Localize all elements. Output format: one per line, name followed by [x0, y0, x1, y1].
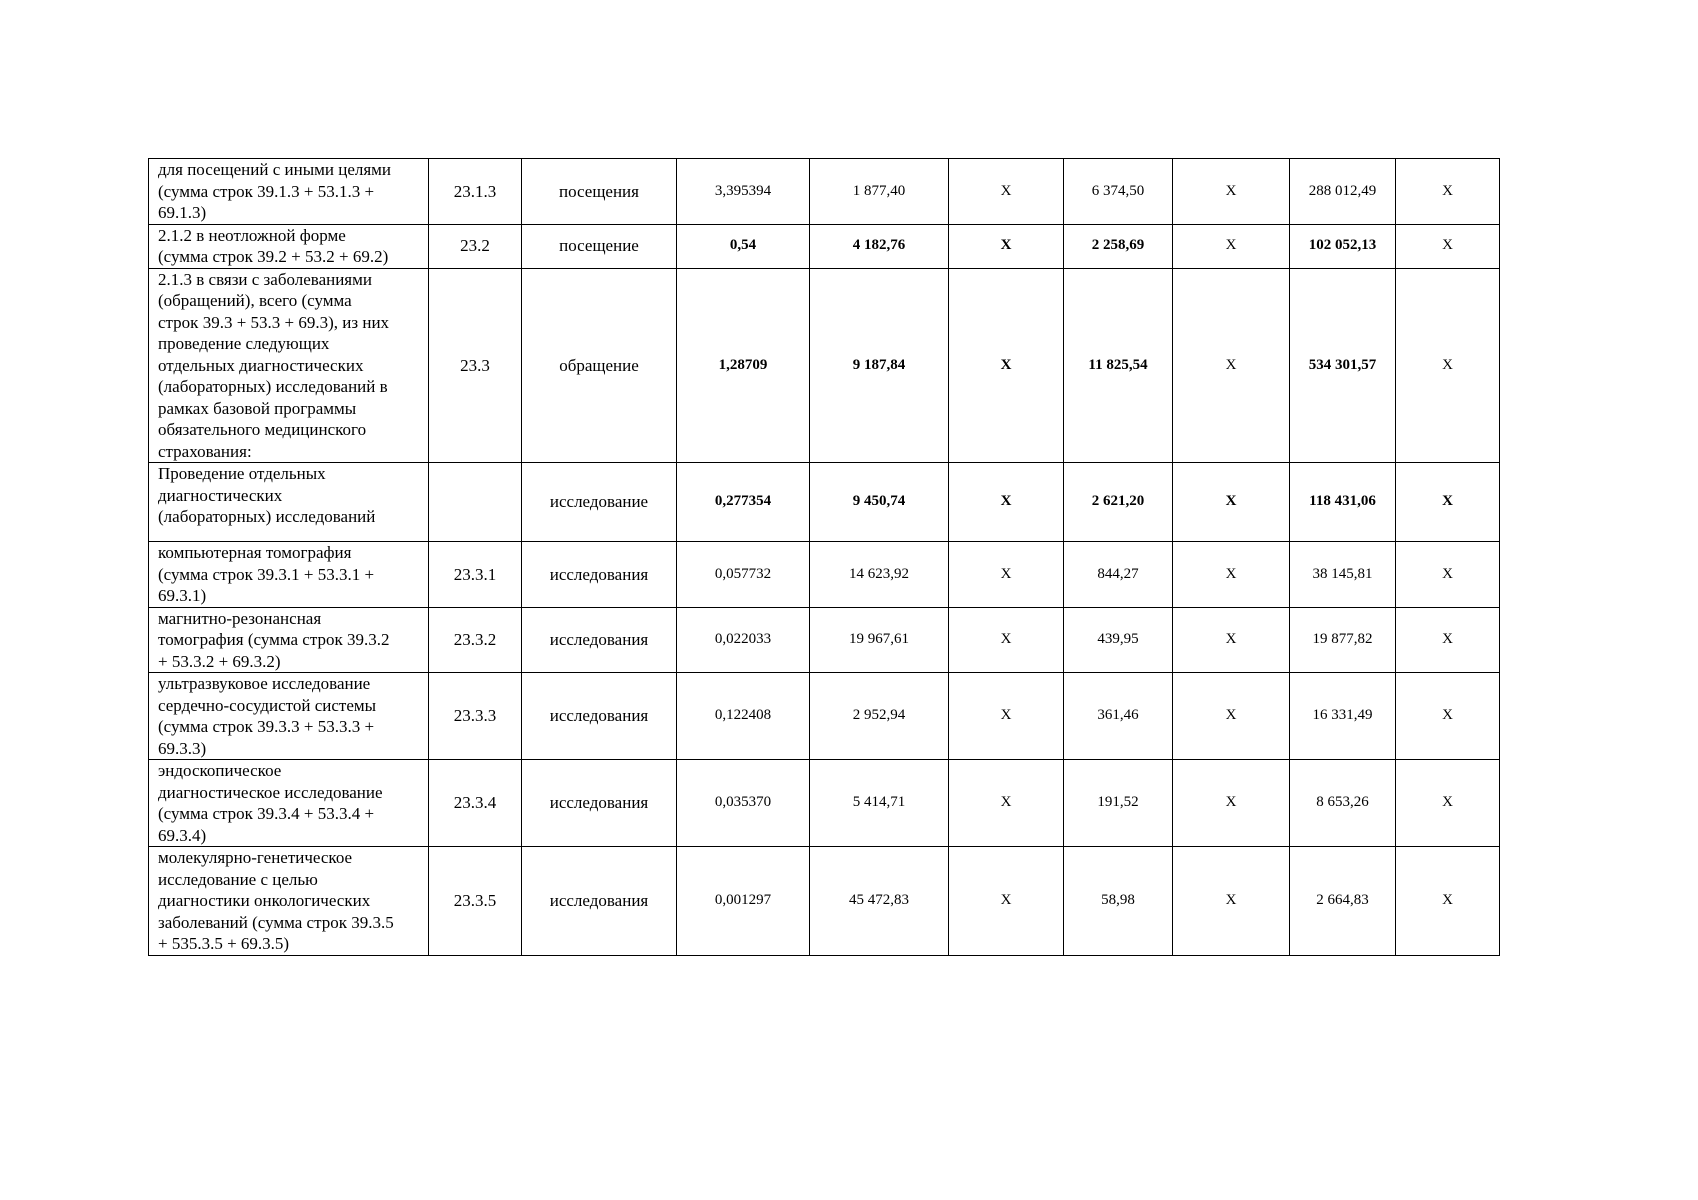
row-name-line: диагностических: [158, 485, 283, 505]
row-value-cell: 191,52: [1064, 760, 1173, 847]
row-name-line: 69.1.3): [158, 203, 207, 222]
row-unit-cell: исследование: [522, 463, 677, 542]
row-unit-cell: исследования: [522, 673, 677, 760]
row-name-line: томография (сумма строк 39.3.2: [158, 630, 390, 649]
row-unit-cell: исследования: [522, 847, 677, 956]
row-value-cell: 0,54: [677, 224, 810, 268]
row-name-line: (сумма строк 39.3.1 + 53.3.1 +: [158, 564, 375, 584]
table-row: [149, 542, 1500, 608]
row-value-cell: 2 664,83: [1290, 847, 1396, 956]
row-value-cell: 102 052,13: [1290, 224, 1396, 268]
row-name-line: (сумма строк 39.2 + 53.2 + 69.2): [158, 247, 389, 266]
row-value-cell: 439,95: [1064, 607, 1173, 673]
row-value-cell: 288 012,49: [1290, 159, 1396, 225]
row-value-cell: 844,27: [1064, 542, 1173, 608]
row-code-cell: 23.3.4: [429, 760, 522, 847]
row-unit-cell: исследования: [522, 542, 677, 608]
row-value-cell: X: [1173, 760, 1290, 847]
row-value-cell: X: [1173, 847, 1290, 956]
row-name-line: (сумма строк 39.3.3 + 53.3.3 +: [158, 717, 375, 736]
row-value-cell: 38 145,81: [1290, 542, 1396, 608]
row-name-cell: [149, 542, 429, 608]
row-name-line: рамках базовой программы: [158, 398, 357, 418]
row-value-cell: 534 301,57: [1290, 268, 1396, 463]
row-value-cell: X: [1173, 607, 1290, 673]
row-value-cell: X: [949, 542, 1064, 608]
row-value-cell: X: [1173, 463, 1290, 542]
row-name-line: 69.3.3): [158, 738, 207, 758]
row-value-cell: X: [1396, 760, 1500, 847]
table-row: [149, 159, 1500, 225]
row-name-line: (лабораторных) исследований: [158, 507, 376, 526]
row-value-cell: X: [1396, 159, 1500, 225]
row-value-cell: 0,057732: [677, 542, 810, 608]
row-name-line: заболеваний (сумма строк 39.3.5: [158, 912, 394, 932]
table-row: [149, 224, 1500, 268]
row-name-line: для посещений с иными целями: [158, 160, 392, 179]
row-value-cell: 6 374,50: [1064, 159, 1173, 225]
row-value-cell: X: [949, 607, 1064, 673]
row-value-cell: X: [949, 159, 1064, 225]
row-code-cell: 23.3.2: [429, 607, 522, 673]
row-unit-cell: исследования: [522, 760, 677, 847]
row-value-cell: X: [1396, 463, 1500, 542]
table-row: [149, 268, 1500, 463]
row-unit-cell: обращение: [522, 268, 677, 463]
row-code-cell: 23.3.1: [429, 542, 522, 608]
row-code-cell: [429, 463, 522, 542]
row-value-cell: 5 414,71: [810, 760, 949, 847]
table-row: [149, 847, 1500, 956]
row-name-line: проведение следующих: [158, 334, 330, 353]
row-name-cell: [149, 159, 429, 225]
row-value-cell: 0,001297: [677, 847, 810, 956]
row-code-cell: 23.3: [429, 268, 522, 463]
row-name-line: (сумма строк 39.1.3 + 53.1.3 +: [158, 181, 375, 201]
row-name-line: диагностики онкологических: [158, 891, 371, 910]
row-value-cell: 2 258,69: [1064, 224, 1173, 268]
row-value-cell: 4 182,76: [810, 224, 949, 268]
row-value-cell: 1 877,40: [810, 159, 949, 225]
table-row: [149, 463, 1500, 542]
row-name-line: (сумма строк 39.3.4 + 53.3.4 +: [158, 804, 375, 823]
row-value-cell: 9 450,74: [810, 463, 949, 542]
row-value-cell: X: [1173, 159, 1290, 225]
row-value-cell: X: [1396, 268, 1500, 463]
row-value-cell: X: [949, 463, 1064, 542]
row-name-cell: [149, 268, 429, 463]
row-name-line: ультразвуковое исследование: [158, 674, 371, 693]
row-value-cell: 58,98: [1064, 847, 1173, 956]
row-value-cell: 0,122408: [677, 673, 810, 760]
row-value-cell: 8 653,26: [1290, 760, 1396, 847]
row-value-cell: X: [1173, 542, 1290, 608]
row-code-cell: 23.1.3: [429, 159, 522, 225]
row-value-cell: X: [949, 760, 1064, 847]
row-value-cell: 0,022033: [677, 607, 810, 673]
row-value-cell: X: [949, 673, 1064, 760]
row-value-cell: 14 623,92: [810, 542, 949, 608]
row-name-line: отдельных диагностических: [158, 355, 364, 375]
row-value-cell: 9 187,84: [810, 268, 949, 463]
row-name-line: эндоскопическое: [158, 761, 282, 780]
table-row: [149, 607, 1500, 673]
row-name-line: (обращений), всего (сумма: [158, 291, 352, 310]
row-name-line: (лабораторных) исследований в: [158, 377, 388, 396]
row-name-cell: [149, 463, 429, 542]
row-name-line: молекулярно-генетическое: [158, 848, 353, 867]
row-value-cell: X: [1173, 224, 1290, 268]
row-name-line: + 535.3.5 + 69.3.5): [158, 934, 290, 953]
row-name-line: магнитно-резонансная: [158, 608, 322, 628]
row-value-cell: X: [1173, 268, 1290, 463]
row-code-cell: 23.3.3: [429, 673, 522, 760]
row-unit-cell: исследования: [522, 607, 677, 673]
row-value-cell: 361,46: [1064, 673, 1173, 760]
row-name-line: страхования:: [158, 441, 252, 461]
row-unit-cell: посещение: [522, 224, 677, 268]
row-name-cell: [149, 224, 429, 268]
row-name-line: Проведение отдельных: [158, 464, 326, 483]
row-name-cell: [149, 847, 429, 956]
row-value-cell: X: [949, 268, 1064, 463]
row-value-cell: 1,28709: [677, 268, 810, 463]
row-value-cell: 0,277354: [677, 463, 810, 542]
row-name-cell: [149, 673, 429, 760]
row-name-line: строк 39.3 + 53.3 + 69.3), из них: [158, 312, 390, 332]
row-name-line: 69.3.1): [158, 586, 207, 605]
row-value-cell: 2 952,94: [810, 673, 949, 760]
row-value-cell: X: [1396, 542, 1500, 608]
row-name-line: компьютерная томография: [158, 543, 352, 562]
row-value-cell: 45 472,83: [810, 847, 949, 956]
table-row: [149, 760, 1500, 847]
row-name-line: сердечно-сосудистой системы: [158, 695, 377, 715]
row-value-cell: X: [949, 224, 1064, 268]
row-value-cell: 11 825,54: [1064, 268, 1173, 463]
row-name-cell: [149, 760, 429, 847]
row-value-cell: X: [949, 847, 1064, 956]
table-row: [149, 673, 1500, 760]
row-name-line: + 53.3.2 + 69.3.2): [158, 651, 281, 671]
row-name-line: обязательного медицинского: [158, 420, 367, 439]
row-value-cell: 3,395394: [677, 159, 810, 225]
row-value-cell: X: [1396, 607, 1500, 673]
row-value-cell: X: [1396, 673, 1500, 760]
row-value-cell: 0,035370: [677, 760, 810, 847]
row-value-cell: 118 431,06: [1290, 463, 1396, 542]
row-name-line: 2.1.2 в неотложной форме: [158, 225, 346, 245]
row-value-cell: 2 621,20: [1064, 463, 1173, 542]
data-table: [148, 158, 1500, 956]
row-value-cell: X: [1396, 847, 1500, 956]
row-value-cell: 19 877,82: [1290, 607, 1396, 673]
row-name-line: диагностическое исследование: [158, 782, 383, 802]
row-unit-cell: посещения: [522, 159, 677, 225]
row-value-cell: X: [1173, 673, 1290, 760]
row-name-line: 69.3.4): [158, 825, 207, 845]
row-name-line: исследование с целью: [158, 869, 318, 889]
row-value-cell: X: [1396, 224, 1500, 268]
row-name-line: 2.1.3 в связи с заболеваниями: [158, 269, 372, 289]
row-code-cell: 23.2: [429, 224, 522, 268]
row-value-cell: 19 967,61: [810, 607, 949, 673]
row-code-cell: 23.3.5: [429, 847, 522, 956]
row-value-cell: 16 331,49: [1290, 673, 1396, 760]
row-name-cell: [149, 607, 429, 673]
